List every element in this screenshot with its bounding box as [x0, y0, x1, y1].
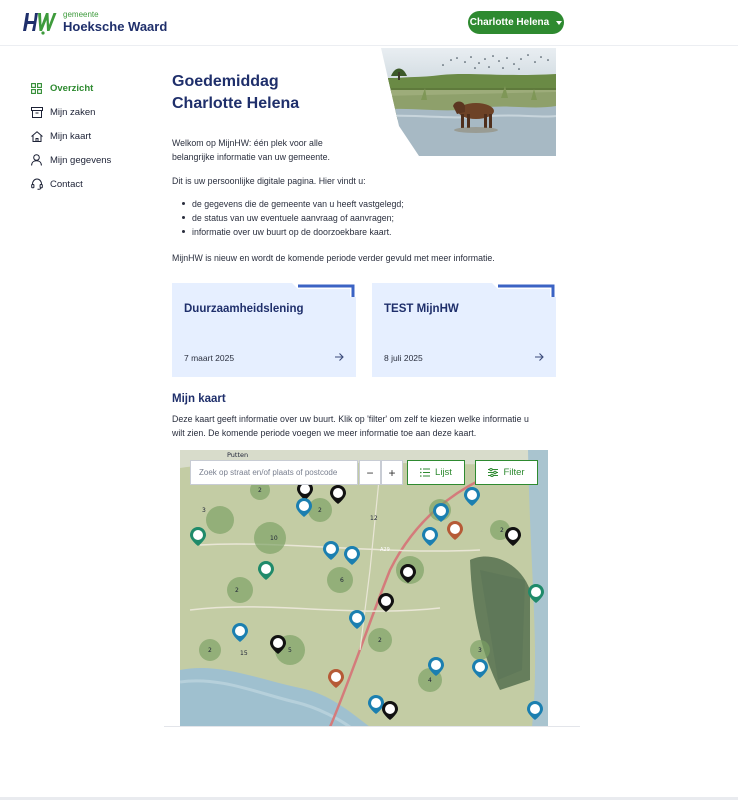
list-button-label: Lijst	[435, 467, 452, 478]
caret-down-icon	[556, 21, 562, 25]
sidebar-item-contact[interactable]	[30, 172, 160, 196]
greeting-line-1: Goedemiddag	[172, 73, 279, 90]
svg-text:15: 15	[240, 650, 248, 657]
list-item: de status van uw eventuele aanvraag of aanvragen;	[180, 211, 404, 225]
card-date: 8 juli 2025	[384, 353, 423, 363]
sidebar-item-mijn-kaart[interactable]	[30, 124, 160, 148]
headset-icon	[30, 178, 43, 191]
zoom-in-button[interactable]: +	[381, 460, 403, 485]
list-icon	[420, 468, 430, 477]
hero-image	[381, 48, 556, 156]
svg-text:6: 6	[340, 577, 344, 584]
map-section-title: Mijn kaart	[172, 393, 226, 405]
page-title	[172, 71, 299, 115]
svg-text:5: 5	[288, 647, 292, 654]
svg-text:12: 12	[370, 515, 378, 522]
home-icon	[30, 130, 43, 143]
map-search-placeholder: Zoek op straat en/of plaats of postcode	[199, 468, 338, 477]
filter-sliders-icon	[488, 468, 498, 477]
map-desc-line-1: Deze kaart geeft informatie over uw buurt. Klik op 'filter' om zelf te kiezen welke informatie u	[172, 414, 529, 424]
grid-icon	[30, 82, 43, 95]
intro-line-3: Dit is uw persoonlijke digitale pagina. Hier vindt u:	[172, 176, 366, 186]
intro-line-4: MijnHW is nieuw en wordt de komende periode verder gevuld met meer informatie.	[172, 253, 495, 263]
svg-text:2: 2	[258, 487, 262, 494]
map-road-label: A29	[380, 547, 390, 553]
card-duurzaamheidslening[interactable]	[172, 283, 356, 377]
content-divider	[164, 726, 580, 727]
svg-text:2: 2	[378, 637, 382, 644]
logo-big-text: Hoeksche Waard	[63, 19, 168, 34]
card-title: Duurzaamheidslening	[184, 303, 304, 315]
intro-line-1: Welkom op MijnHW: één plek voor alle	[172, 138, 323, 148]
logo-mark-icon	[23, 9, 59, 35]
list-item: informatie over uw buurt op de doorzoekbare kaart.	[180, 225, 404, 239]
map-desc-line-2: wilt zien. De komende periode voegen we meer informatie toe aan deze kaart.	[172, 428, 477, 438]
map-place-label: Putten	[227, 451, 249, 459]
sidebar-item-mijn-zaken[interactable]	[30, 100, 160, 124]
user-menu-label: Charlotte Helena	[469, 17, 550, 28]
svg-text:2: 2	[235, 587, 239, 594]
map-view[interactable]	[180, 450, 548, 727]
info-bullet-list	[180, 197, 404, 239]
svg-text:2: 2	[500, 527, 504, 534]
sidebar-item-label: Overzicht	[50, 82, 94, 94]
card-title: TEST MijnHW	[384, 303, 459, 315]
card-corner-accent	[492, 283, 556, 297]
user-menu-button[interactable]	[468, 11, 564, 34]
list-item: de gegevens die de gemeente van u heeft vastgelegd;	[180, 197, 404, 211]
map-description	[172, 412, 529, 440]
user-icon	[30, 154, 43, 167]
intro-paragraph	[172, 136, 330, 164]
sidebar-item-label: Mijn zaken	[50, 106, 96, 118]
logo-small-text: gemeente	[63, 10, 99, 19]
filter-button-label: Filter	[503, 467, 525, 478]
header	[0, 0, 738, 46]
svg-text:3: 3	[202, 507, 206, 514]
filter-button[interactable]	[475, 460, 538, 485]
sidebar-item-mijn-gegevens[interactable]	[30, 148, 160, 172]
card-date: 7 maart 2025	[184, 353, 235, 363]
list-button[interactable]	[407, 460, 465, 485]
sidebar-item-label: Mijn kaart	[50, 130, 92, 142]
logo[interactable]	[23, 9, 167, 35]
svg-text:3: 3	[478, 647, 482, 654]
card-corner-accent	[292, 283, 356, 297]
sidebar-item-label: Contact	[50, 178, 83, 190]
card-test-mijnhw[interactable]	[372, 283, 556, 377]
sidebar	[30, 76, 160, 196]
map-search-input[interactable]	[190, 460, 358, 485]
inbox-icon	[30, 106, 43, 119]
svg-text:10: 10	[270, 535, 278, 542]
svg-text:2: 2	[208, 647, 212, 654]
arrow-right-icon	[534, 352, 544, 362]
intro-line-2: belangrijke informatie van uw gemeente.	[172, 152, 330, 162]
sidebar-item-label: Mijn gegevens	[50, 154, 112, 166]
arrow-right-icon	[334, 352, 344, 362]
svg-text:2: 2	[318, 507, 322, 514]
svg-text:4: 4	[428, 677, 432, 684]
zoom-out-button[interactable]: −	[359, 460, 381, 485]
greeting-line-2: Charlotte Helena	[172, 95, 300, 112]
sidebar-item-overzicht[interactable]	[30, 76, 160, 100]
